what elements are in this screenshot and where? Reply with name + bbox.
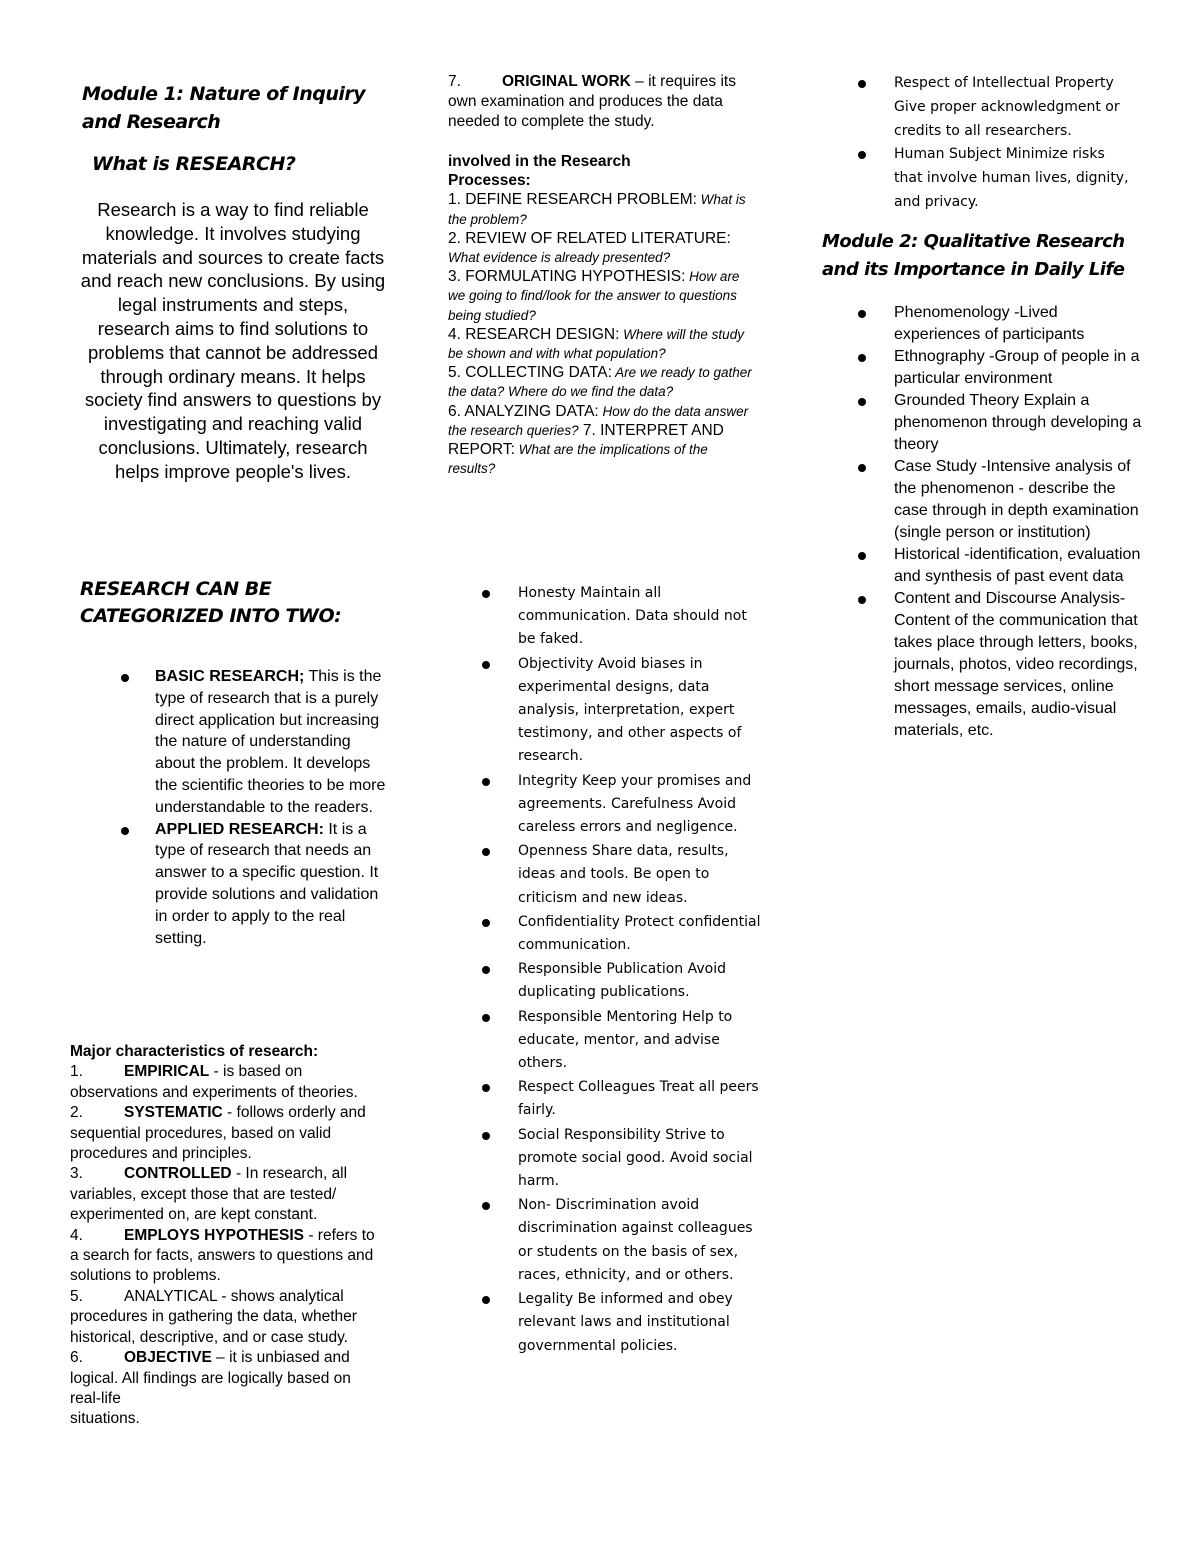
characteristic-tail: situations. (70, 1410, 140, 1428)
list-item (854, 588, 1142, 742)
module-2-title: Module 2: Qualitative Research and its Importance in Daily Life (822, 231, 1125, 280)
process-step (448, 363, 756, 401)
characteristic-text: ANALYTICAL - shows analytical procedures in gathering the data, whether historical, descriptive, and or case study. (70, 1287, 357, 1346)
list-item (854, 72, 1132, 143)
list-item (478, 1124, 766, 1194)
list-item (478, 958, 766, 1004)
list-item (118, 819, 386, 950)
bullet-icon (482, 919, 490, 927)
characteristic-item (70, 1287, 382, 1348)
process-step (448, 229, 756, 267)
process-question: What evidence is already presented? (448, 250, 671, 266)
process-step (448, 325, 756, 363)
bullet-icon (482, 1084, 490, 1092)
characteristic-name: CONTROLLED (124, 1165, 232, 1183)
process-question: What is the problem? (448, 192, 746, 227)
bullet-icon (858, 151, 866, 159)
original-work-text: – it requires its own examination and produces the data needed to complete the study. (448, 73, 736, 130)
bullet-icon (482, 1296, 490, 1304)
bullet-icon (858, 354, 866, 362)
basic-research-term: BASIC RESEARCH; (155, 668, 305, 685)
qualitative-type-text: Historical -identification, evaluation and synthesis of past event data (894, 546, 1141, 585)
ethics-text: Confidentiality Protect confidential communication. (518, 913, 761, 954)
process-label: 5. COLLECTING DATA: (448, 364, 612, 382)
research-ethics-list (478, 582, 766, 1359)
bullet-icon (121, 674, 129, 682)
research-types-list (118, 666, 386, 949)
list-item (478, 770, 766, 840)
process-label: 6. ANALYZING DATA: (448, 402, 599, 420)
ethics-text: Objectivity Avoid biases in experimental designs, data analysis, interpretation, expert testimony, and other aspects of research. (518, 655, 742, 765)
characteristic-item (70, 1103, 382, 1164)
research-ethics-list-continued (854, 72, 1132, 215)
ethics-text: Legality Be informed and obey relevant laws and institutional governmental policies. (518, 1291, 733, 1354)
list-item (478, 911, 766, 957)
characteristic-name: EMPLOYS HYPOTHESIS (124, 1226, 305, 1244)
what-is-research-heading: What is RESEARCH? (92, 153, 296, 175)
list-item (478, 840, 766, 910)
process-label: 2. REVIEW OF RELATED LITERATURE: (448, 229, 731, 247)
characteristic-item (70, 1062, 382, 1103)
ethics-text: Social Responsibility Strive to promote social good. Avoid social harm. (518, 1126, 753, 1190)
process-label: 7. INTERPRET AND REPORT: (448, 421, 724, 459)
ethics-text: Openness Share data, results, ideas and tools. Be open to criticism and new ideas. (518, 843, 729, 906)
bullet-icon (858, 552, 866, 560)
bullet-icon (121, 827, 129, 835)
list-item (478, 1194, 766, 1287)
list-item (854, 544, 1142, 588)
process-step (448, 190, 756, 228)
list-item (854, 346, 1142, 390)
item-number: 2. (70, 1104, 83, 1122)
ethics-text: Integrity Keep your promises and agreements. Carefulness Avoid careless errors and negligence. (518, 772, 752, 836)
bullet-icon (482, 778, 490, 786)
process-label: 3. FORMULATING HYPOTHESIS: (448, 268, 686, 286)
characteristic-text: – it is unbiased and logical. All findings are logically based on real-life (70, 1349, 351, 1407)
list-item (478, 653, 766, 769)
characteristic-text: - is based on observations and experiments of theories. (70, 1063, 358, 1101)
bullet-icon (482, 1014, 490, 1022)
qualitative-type-text: Ethnography -Group of people in a particular environment (894, 348, 1140, 387)
ethics-text: Respect of Intellectual Property Give proper acknowledgment or credits to all researchers. (894, 75, 1120, 139)
bullet-icon (482, 848, 490, 856)
process-label: 4. RESEARCH DESIGN: (448, 325, 620, 343)
process-question: Where will the study be shown and with what population? (448, 326, 744, 362)
ethics-text: Honesty Maintain all communication. Data should not be faked. (518, 585, 747, 648)
item-number: 7. (448, 73, 461, 90)
ethics-text: Human Subject Minimize risks that involve human lives, dignity, and privacy. (894, 146, 1129, 210)
bullet-icon (858, 310, 866, 318)
list-item (854, 302, 1142, 346)
ethics-text: Responsible Publication Avoid duplicating publications. (518, 961, 727, 1001)
bullet-icon (482, 661, 490, 669)
characteristics-heading: Major characteristics of research: (70, 1043, 319, 1060)
process-question: What are the implications of the results? (448, 442, 708, 477)
process-step (448, 402, 756, 479)
list-item (854, 390, 1142, 456)
list-item (118, 666, 386, 819)
characteristic-item (70, 1164, 382, 1225)
ethics-text: Responsible Mentoring Help to educate, mentor, and advise others. (518, 1008, 733, 1072)
characteristic-item (70, 1226, 382, 1287)
research-processes (448, 152, 756, 478)
applied-research-text: It is a type of research that needs an answer to a specific question. It provide solutions and validation in order to apply to the real setting. (155, 820, 379, 947)
list-item (478, 1076, 766, 1122)
processes-heading: involved in the Research Processes: (448, 153, 631, 190)
research-categories-heading: RESEARCH CAN BE CATEGORIZED INTO TWO: (80, 578, 342, 627)
qualitative-research-types-list (854, 302, 1142, 742)
characteristic-text: - In research, all variables, except those that are tested/ experimented on, are kept constant. (70, 1165, 348, 1224)
research-definition: Research is a way to find reliable knowledge. It involves studying materials and sources to create facts and reach new conclusions. By using legal instruments and steps, research aims to find solutions to problems that cannot be addressed through ordinary means. It helps society find answers to questions by investigating and reaching valid conclusions. Ultimately, research helps improve people's lives. (80, 199, 386, 482)
process-question: How are we going to find/look for the answer to questions being studied? (448, 269, 740, 323)
item-number: 6. (70, 1349, 83, 1367)
bullet-icon (858, 464, 866, 472)
characteristics-section (70, 1042, 382, 1430)
original-work-item (448, 72, 756, 132)
bullet-icon (482, 966, 490, 974)
process-step (448, 267, 756, 325)
list-item (478, 1288, 766, 1358)
list-item (478, 1006, 766, 1076)
item-number: 5. (70, 1287, 83, 1305)
item-number: 1. (70, 1063, 83, 1081)
qualitative-type-text: Grounded Theory Explain a phenomenon through developing a theory (894, 392, 1142, 453)
characteristic-name: OBJECTIVE (124, 1349, 212, 1367)
bullet-icon (858, 80, 866, 88)
process-question: How do the data answer the research queries? (448, 403, 749, 438)
module-1-title: Module 1: Nature of Inquiry and Research (82, 83, 366, 133)
original-work-term: ORIGINAL WORK (502, 73, 631, 90)
characteristic-text: - refers to a search for facts, answers to questions and solutions to problems. (70, 1226, 375, 1285)
list-item (854, 456, 1142, 544)
list-item (854, 143, 1132, 214)
applied-research-term: APPLIED RESEARCH: (155, 820, 324, 838)
bullet-icon (858, 398, 866, 406)
bullet-icon (482, 1132, 490, 1140)
ethics-text: Respect Colleagues Treat all peers fairly. (518, 1079, 759, 1119)
characteristic-name: SYSTEMATIC (124, 1104, 223, 1122)
characteristic-item (70, 1348, 382, 1409)
process-label: 1. DEFINE RESEARCH PROBLEM: (448, 191, 697, 209)
bullet-icon (858, 596, 866, 604)
list-item (478, 582, 766, 652)
qualitative-type-text: Phenomenology -Lived experiences of participants (894, 304, 1085, 343)
item-number: 4. (70, 1226, 83, 1244)
characteristic-name: EMPIRICAL (124, 1063, 210, 1081)
ethics-text: Non- Discrimination avoid discrimination against colleagues or students on the basis of sex, races, ethnicity, and or others. (518, 1197, 753, 1283)
item-number: 3. (70, 1165, 83, 1183)
basic-research-text: This is the type of research that is a purely direct application but increasing the nature of understanding about the problem. It develops the scientific theories to be more understandable to the readers. (155, 668, 386, 816)
bullet-icon (482, 590, 490, 598)
qualitative-type-text: Case Study -Intensive analysis of the phenomenon - describe the case through in depth examination (single person or institution) (894, 458, 1139, 541)
qualitative-type-text: Content and Discourse Analysis- Content of the communication that takes place through letters, books, journals, photos, video recordings, short message services, online messages, emails, audio-visual materials, etc. (894, 590, 1138, 739)
bullet-icon (482, 1202, 490, 1210)
process-question: Are we ready to gather the data? Where do we find the data? (448, 365, 752, 400)
characteristic-text: - follows orderly and sequential procedures, based on valid procedures and principles. (70, 1104, 366, 1163)
